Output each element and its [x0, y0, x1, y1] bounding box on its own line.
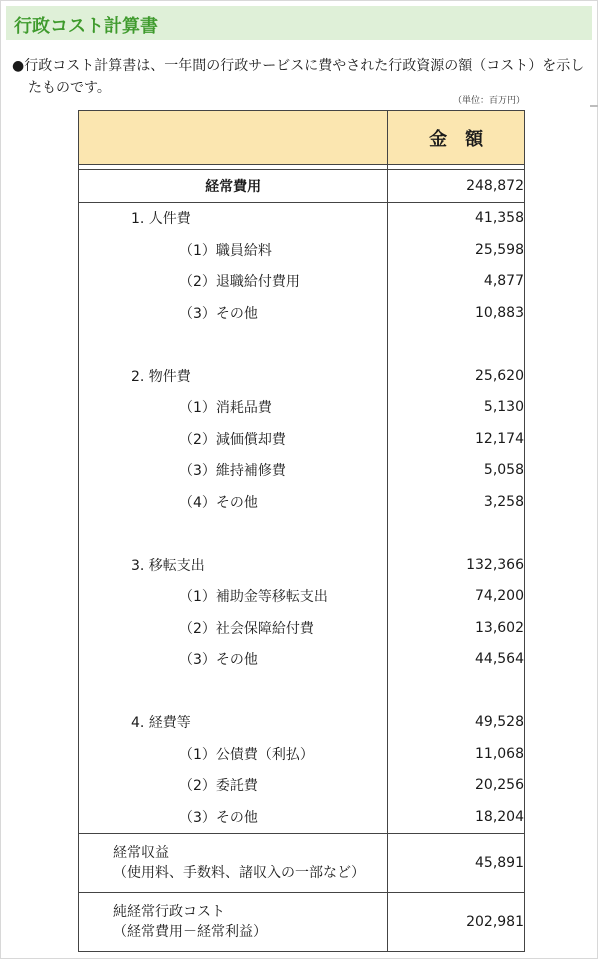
category-value: 132,366 — [388, 549, 525, 581]
item-label: （2）委託費 — [179, 778, 258, 795]
item-value: 3,258 — [388, 486, 525, 518]
item-value: 20,256 — [388, 770, 525, 802]
title-bar — [6, 6, 592, 40]
table-header-row — [79, 111, 525, 165]
page-title: 行政コスト計算書 — [14, 16, 158, 37]
item-row — [79, 770, 525, 802]
item-value: 44,564 — [388, 644, 525, 676]
net-cost-note: （経常費用－経常利益） — [113, 923, 267, 940]
category-label: 1. 人件費 — [131, 211, 191, 228]
category-row — [79, 549, 525, 581]
total-label: 経常費用 — [205, 178, 262, 195]
intro-line-1: ●行政コスト計算書は、一年間の行政サービスに費やされた行政資源の額（コスト）を示し — [12, 58, 585, 74]
revenue-value: 45,891 — [388, 833, 525, 892]
item-value: 5,130 — [388, 392, 525, 424]
header-label-cell — [79, 111, 388, 165]
category-row — [79, 202, 525, 234]
category-value: 41,358 — [388, 202, 525, 234]
intro-line-2: たものです。 — [28, 80, 111, 96]
side-mark — [590, 105, 598, 107]
item-label: （2）減価償却費 — [179, 431, 286, 448]
item-row — [79, 266, 525, 298]
item-value: 12,174 — [388, 423, 525, 455]
item-row — [79, 612, 525, 644]
item-label: （2）退職給付費用 — [179, 274, 300, 291]
blank-row — [79, 329, 525, 361]
category-value: 25,620 — [388, 360, 525, 392]
item-row — [79, 297, 525, 329]
item-value: 11,068 — [388, 738, 525, 770]
header-amount: 金額 — [388, 111, 525, 165]
item-value: 74,200 — [388, 581, 525, 613]
item-row — [79, 644, 525, 676]
net-cost-row — [79, 892, 525, 951]
item-label: （3）その他 — [179, 652, 258, 669]
net-cost-value: 202,981 — [388, 892, 525, 951]
category-value: 49,528 — [388, 707, 525, 739]
item-value: 5,058 — [388, 455, 525, 487]
total-value: 248,872 — [388, 170, 525, 203]
item-value: 25,598 — [388, 234, 525, 266]
item-row — [79, 738, 525, 770]
item-label: （1）公債費（利払） — [179, 746, 314, 763]
item-label: （3）維持補修費 — [179, 463, 286, 480]
total-row — [79, 170, 525, 203]
item-label: （1）補助金等移転支出 — [179, 589, 328, 606]
category-label: 4. 経費等 — [131, 715, 191, 732]
item-row — [79, 801, 525, 833]
blank-row — [79, 675, 525, 707]
category-label: 2. 物件費 — [131, 368, 191, 385]
item-value: 18,204 — [388, 801, 525, 833]
category-row — [79, 360, 525, 392]
item-label: （3）その他 — [179, 305, 258, 322]
blank-row — [79, 518, 525, 550]
item-row — [79, 423, 525, 455]
item-label: （1）職員給料 — [179, 242, 272, 259]
item-label: （3）その他 — [179, 809, 258, 826]
unit-label: （単位：百万円） — [452, 96, 525, 106]
item-row — [79, 455, 525, 487]
item-row — [79, 234, 525, 266]
item-row — [79, 581, 525, 613]
item-label: （1）消耗品費 — [179, 400, 272, 417]
item-value: 4,877 — [388, 266, 525, 298]
net-cost-label: 純経常行政コスト — [113, 903, 225, 920]
item-label: （4）その他 — [179, 494, 258, 511]
revenue-label: 経常収益 — [113, 844, 169, 861]
item-row — [79, 486, 525, 518]
category-label: 3. 移転支出 — [131, 557, 205, 574]
revenue-row — [79, 833, 525, 892]
cost-table — [78, 110, 525, 952]
revenue-note: （使用料、手数料、諸収入の一部など） — [113, 864, 365, 881]
category-row — [79, 707, 525, 739]
item-label: （2）社会保障給付費 — [179, 620, 314, 637]
item-value: 13,602 — [388, 612, 525, 644]
item-row — [79, 392, 525, 424]
item-value: 10,883 — [388, 297, 525, 329]
